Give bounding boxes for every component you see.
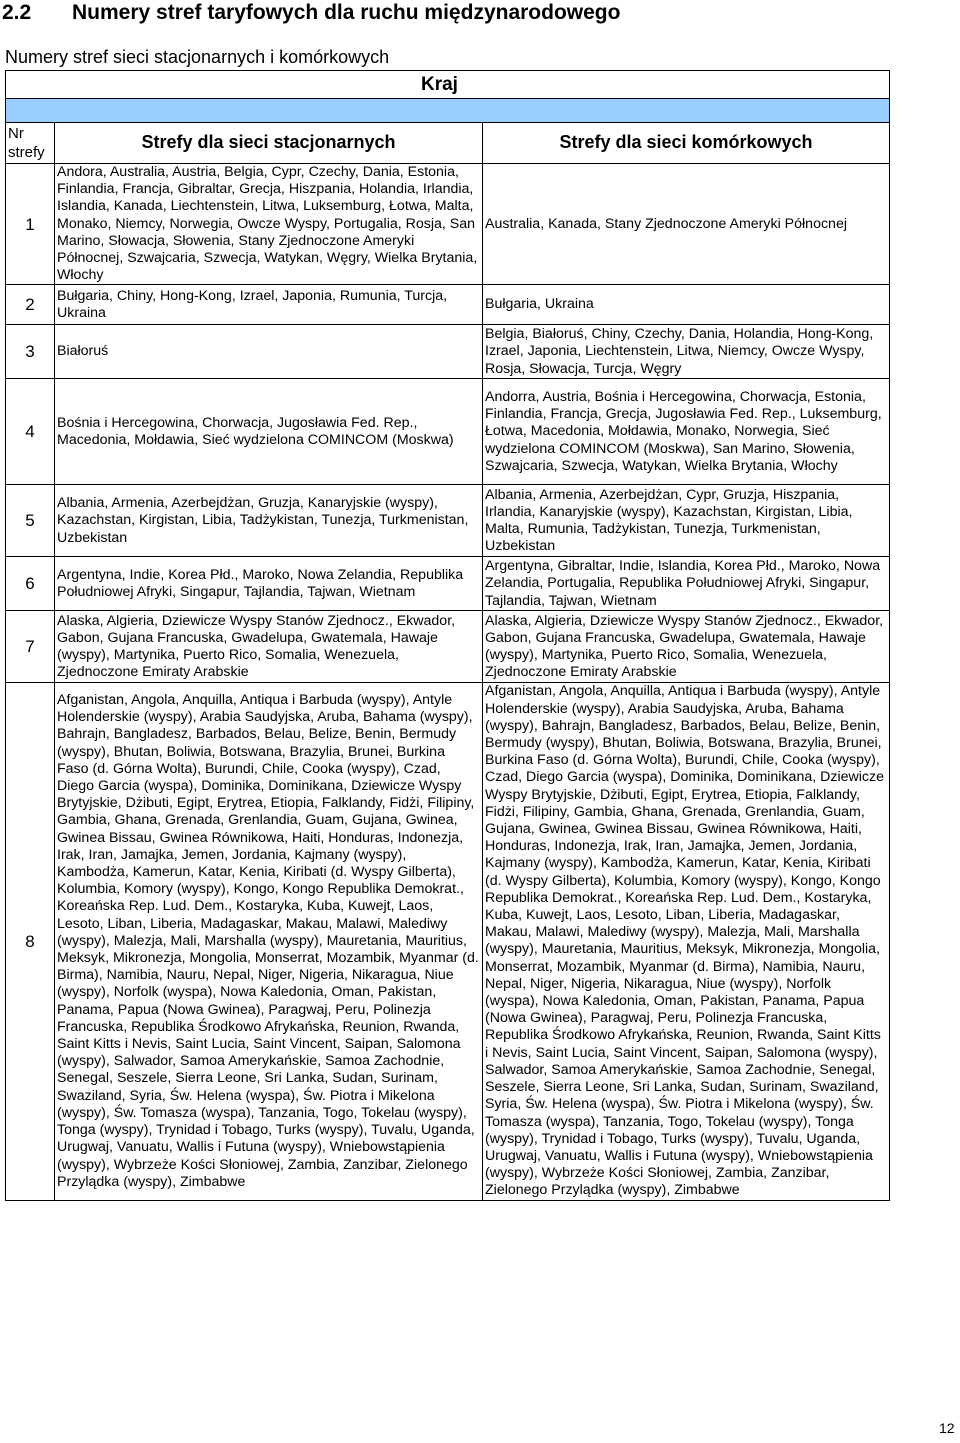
blue-band-row: [6, 99, 890, 123]
mobile-zone-countries: Alaska, Algieria, Dziewicze Wyspy Stanów Zjednocz., Ekwador, Gabon, Gujana Francuska, Gwadelupa, Gwatemala, Hawaje (wyspy), Martynika, Puerto Rico, Somalia, Wenezuela, Zjednoczone Emiraty Arabskie: [483, 611, 890, 683]
kraj-row: [6, 71, 890, 99]
section-number: 2.2: [2, 1, 32, 24]
header-band: [6, 99, 890, 123]
section-heading: [2, 1, 620, 25]
table-row: [6, 485, 890, 557]
mobile-zone-countries: Andorra, Austria, Bośnia i Hercegowina, Chorwacja, Estonia, Finlandia, Francja, Grecja, Jugosławia Fed. Rep., Luksemburg, Łotwa, Macedonia, Mołdawia, Monako, Norwegia, Sieć wydzielona COMINCOM (Moskwa), San Marino, Słowenia, Szwajcaria, Szwecja, Watykan, Wielka Brytania, Włochy: [483, 379, 890, 485]
zone-number: 6: [6, 557, 55, 611]
header-mobile: Strefy dla sieci komórkowych: [483, 123, 890, 164]
table-row: [6, 285, 890, 325]
section-title: Numery stref taryfowych dla ruchu międzynarodowego: [72, 1, 621, 24]
fixed-zone-countries: Alaska, Algieria, Dziewicze Wyspy Stanów Zjednocz., Ekwador, Gabon, Gujana Francuska, Gwadelupa, Gwatemala, Hawaje (wyspy), Martynika, Puerto Rico, Somalia, Wenezuela, Zjednoczone Emiraty Arabskie: [55, 611, 483, 683]
zone-number: 8: [6, 683, 55, 1200]
zone-number: 4: [6, 379, 55, 485]
zone-number: 2: [6, 285, 55, 325]
table-row: [6, 611, 890, 683]
table-row: [6, 557, 890, 611]
fixed-zone-countries: Bułgaria, Chiny, Hong-Kong, Izrael, Japonia, Rumunia, Turcja, Ukraina: [55, 285, 483, 325]
table-row: [6, 164, 890, 285]
zone-number: 3: [6, 325, 55, 379]
table-row: [6, 379, 890, 485]
header-fixed: Strefy dla sieci stacjonarnych: [55, 123, 483, 164]
fixed-zone-countries: Bośnia i Hercegowina, Chorwacja, Jugosławia Fed. Rep., Macedonia, Mołdawia, Sieć wydzielona COMINCOM (Moskwa): [55, 379, 483, 485]
mobile-zone-countries: Australia, Kanada, Stany Zjednoczone Ameryki Północnej: [483, 164, 890, 285]
fixed-zone-countries: Albania, Armenia, Azerbejdżan, Gruzja, Kanaryjskie (wyspy), Kazachstan, Kirgistan, Libia, Tadżykistan, Tunezja, Turkmenistan, Uzbekistan: [55, 485, 483, 557]
zone-table: [5, 70, 890, 1201]
column-header-row: [6, 123, 890, 164]
header-nr: Nr strefy: [6, 123, 55, 164]
table-subtitle: Numery stref sieci stacjonarnych i komórkowych: [5, 47, 390, 67]
mobile-zone-countries: Afganistan, Angola, Anquilla, Antiqua i Barbuda (wyspy), Antyle Holenderskie (wyspy), Arabia Saudyjska, Aruba, Bahama (wyspy), Bahrajn, Bangladesz, Barbados, Belau, Belize, Benin, Bermudy (wyspy), Bhutan, Boliwia, Botswana, Brazylia, Brunei, Burkina Faso (d. Górna Wolta), Burundi, Chile, Cooka (wyspy), Czad, Diego Garcia (wyspa), Dominika, Dominikana, Dziewicze Wyspy Brytyjskie, Dżibuti, Egipt, Erytrea, Etiopia, Falklandy, Fidżi, Filipiny, Gambia, Ghana, Grenada, Grenlandia, Guam, Gujana, Gwinea, Gwinea Bissau, Gwinea Równikowa, Haiti, Honduras, Indonezja, Irak, Iran, Jamajka, Jemen, Jordania, Kajmany (wyspy), Kambodża, Kamerun, Katar, Kenia, Kiribati (d. Wyspy Gilberta), Kolumbia, Komory (wyspy), Kongo, Kongo Republika Demokrat., Koreańska Rep. Lud. Dem., Kostaryka, Kuba, Kuwejt, Laos, Lesoto, Liban, Liberia, Madagaskar, Makau, Malawi, Malediwy (wyspy), Malezja, Mali, Marshalla (wyspy), Mauretania, Mauritius, Meksyk, Mikronezja, Mongolia, Monserrat, Mozambik, Myanmar (d. Birma), Namibia, Nauru, Nepal, Niger, Nigeria, Nikaragua, Niue (wyspy), Norfolk (wyspa), Nowa Kaledonia, Oman, Pakistan, Panama, Papua (Nowa Gwinea), Paragwaj, Peru, Polinezja Francuska, Republika Środkowo Afrykańska, Reunion, Rwanda, Saint Kitts i Nevis, Saint Lucia, Saint Vincent, Saipan, Salomona (wyspy), Salwador, Samoa Amerykańskie, Samoa Zachodnie, Senegal, Seszele, Sierra Leone, Sri Lanka, Sudan, Surinam, Swaziland, Syria, Św. Helena (wyspa), Św. Piotra i Mikelona (wyspy), Św. Tomasza (wyspa), Tanzania, Togo, Tokelau (wyspy), Tonga (wyspy), Trynidad i Tobago, Turks (wyspy), Tuvalu, Uganda, Urugwaj, Vanuatu, Wallis i Futuna (wyspy), Wniebowstąpienia (wyspy), Wybrzeże Kości Słoniowej, Zambia, Zanzibar, Zielonego Przylądka (wyspy), Zimbabwe: [483, 683, 890, 1200]
mobile-zone-countries: Bułgaria, Ukraina: [483, 285, 890, 325]
fixed-zone-countries: Argentyna, Indie, Korea Płd., Maroko, Nowa Zelandia, Republika Południowej Afryki, Singapur, Tajlandia, Tajwan, Wietnam: [55, 557, 483, 611]
kraj-label: Kraj: [6, 71, 890, 99]
table-row: [6, 683, 890, 1200]
zone-number: 1: [6, 164, 55, 285]
zone-number: 5: [6, 485, 55, 557]
zone-number: 7: [6, 611, 55, 683]
fixed-zone-countries: Andora, Australia, Austria, Belgia, Cypr, Czechy, Dania, Estonia, Finlandia, Francja, Gibraltar, Grecja, Hiszpania, Holandia, Irlandia, Islandia, Kanada, Liechtenstein, Litwa, Luksemburg, Łotwa, Malta, Monako, Niemcy, Norwegia, Owcze Wyspy, Portugalia, Rosja, San Marino, Słowacja, Słowenia, Stany Zjednoczone Ameryki Północnej, Szwajcaria, Szwecja, Watykan, Węgry, Wielka Brytania, Włochy: [55, 164, 483, 285]
table-row: [6, 325, 890, 379]
mobile-zone-countries: Albania, Armenia, Azerbejdżan, Cypr, Gruzja, Hiszpania, Irlandia, Kanaryjskie (wyspy), Kazachstan, Kirgistan, Libia, Malta, Rumunia, Tadżykistan, Tunezja, Turkmenistan, Uzbekistan: [483, 485, 890, 557]
page-number: 12: [939, 1420, 955, 1436]
mobile-zone-countries: Belgia, Białoruś, Chiny, Czechy, Dania, Holandia, Hong-Kong, Izrael, Japonia, Liechtenstein, Litwa, Niemcy, Owcze Wyspy, Rosja, Słowacja, Turcja, Węgry: [483, 325, 890, 379]
mobile-zone-countries: Argentyna, Gibraltar, Indie, Islandia, Korea Płd., Maroko, Nowa Zelandia, Portugalia, Republika Południowej Afryki, Singapur, Tajlandia, Tajwan, Wietnam: [483, 557, 890, 611]
fixed-zone-countries: Białoruś: [55, 325, 483, 379]
fixed-zone-countries: Afganistan, Angola, Anquilla, Antiqua i Barbuda (wyspy), Antyle Holenderskie (wyspy), Arabia Saudyjska, Aruba, Bahama (wyspy), Bahrajn, Bangladesz, Barbados, Belau, Belize, Benin, Bermudy (wyspy), Bhutan, Boliwia, Botswana, Brazylia, Brunei, Burkina Faso (d. Górna Wolta), Burundi, Chile, Cooka (wyspy), Czad, Diego Garcia (wyspa), Dominika, Dominikana, Dziewicze Wyspy Brytyjskie, Dżibuti, Egipt, Erytrea, Etiopia, Falklandy, Fidżi, Filipiny, Gambia, Ghana, Grenada, Grenlandia, Guam, Gujana, Gwinea, Gwinea Bissau, Gwinea Równikowa, Haiti, Honduras, Indonezja, Irak, Iran, Jamajka, Jemen, Jordania, Kajmany (wyspy), Kambodża, Kamerun, Katar, Kenia, Kiribati (d. Wyspy Gilberta), Kolumbia, Komory (wyspy), Kongo, Kongo Republika Demokrat., Koreańska Rep. Lud. Dem., Kostaryka, Kuba, Kuwejt, Laos, Lesoto, Liban, Liberia, Madagaskar, Makau, Malawi, Malediwy (wyspy), Malezja, Mali, Marshalla (wyspy), Mauretania, Mauritius, Meksyk, Mikronezja, Mongolia, Monserrat, Mozambik, Myanmar (d. Birma), Namibia, Nauru, Nepal, Niger, Nigeria, Nikaragua, Niue (wyspy), Norfolk (wyspa), Nowa Kaledonia, Oman, Pakistan, Panama, Papua (Nowa Gwinea), Paragwaj, Peru, Polinezja Francuska, Republika Środkowo Afrykańska, Reunion, Rwanda, Saint Kitts i Nevis, Saint Lucia, Saint Vincent, Saipan, Salomona (wyspy), Salwador, Samoa Amerykańskie, Samoa Zachodnie, Senegal, Seszele, Sierra Leone, Sri Lanka, Sudan, Surinam, Swaziland, Syria, Św. Helena (wyspa), Św. Piotra i Mikelona (wyspy), Św. Tomasza (wyspa), Tanzania, Togo, Tokelau (wyspy), Tonga (wyspy), Trynidad i Tobago, Turks (wyspy), Tuvalu, Uganda, Urugwaj, Vanuatu, Wallis i Futuna (wyspy), Wniebowstąpienia (wyspy), Wybrzeże Kości Słoniowej, Zambia, Zanzibar, Zielonego Przylądka (wyspy), Zimbabwe: [55, 683, 483, 1200]
